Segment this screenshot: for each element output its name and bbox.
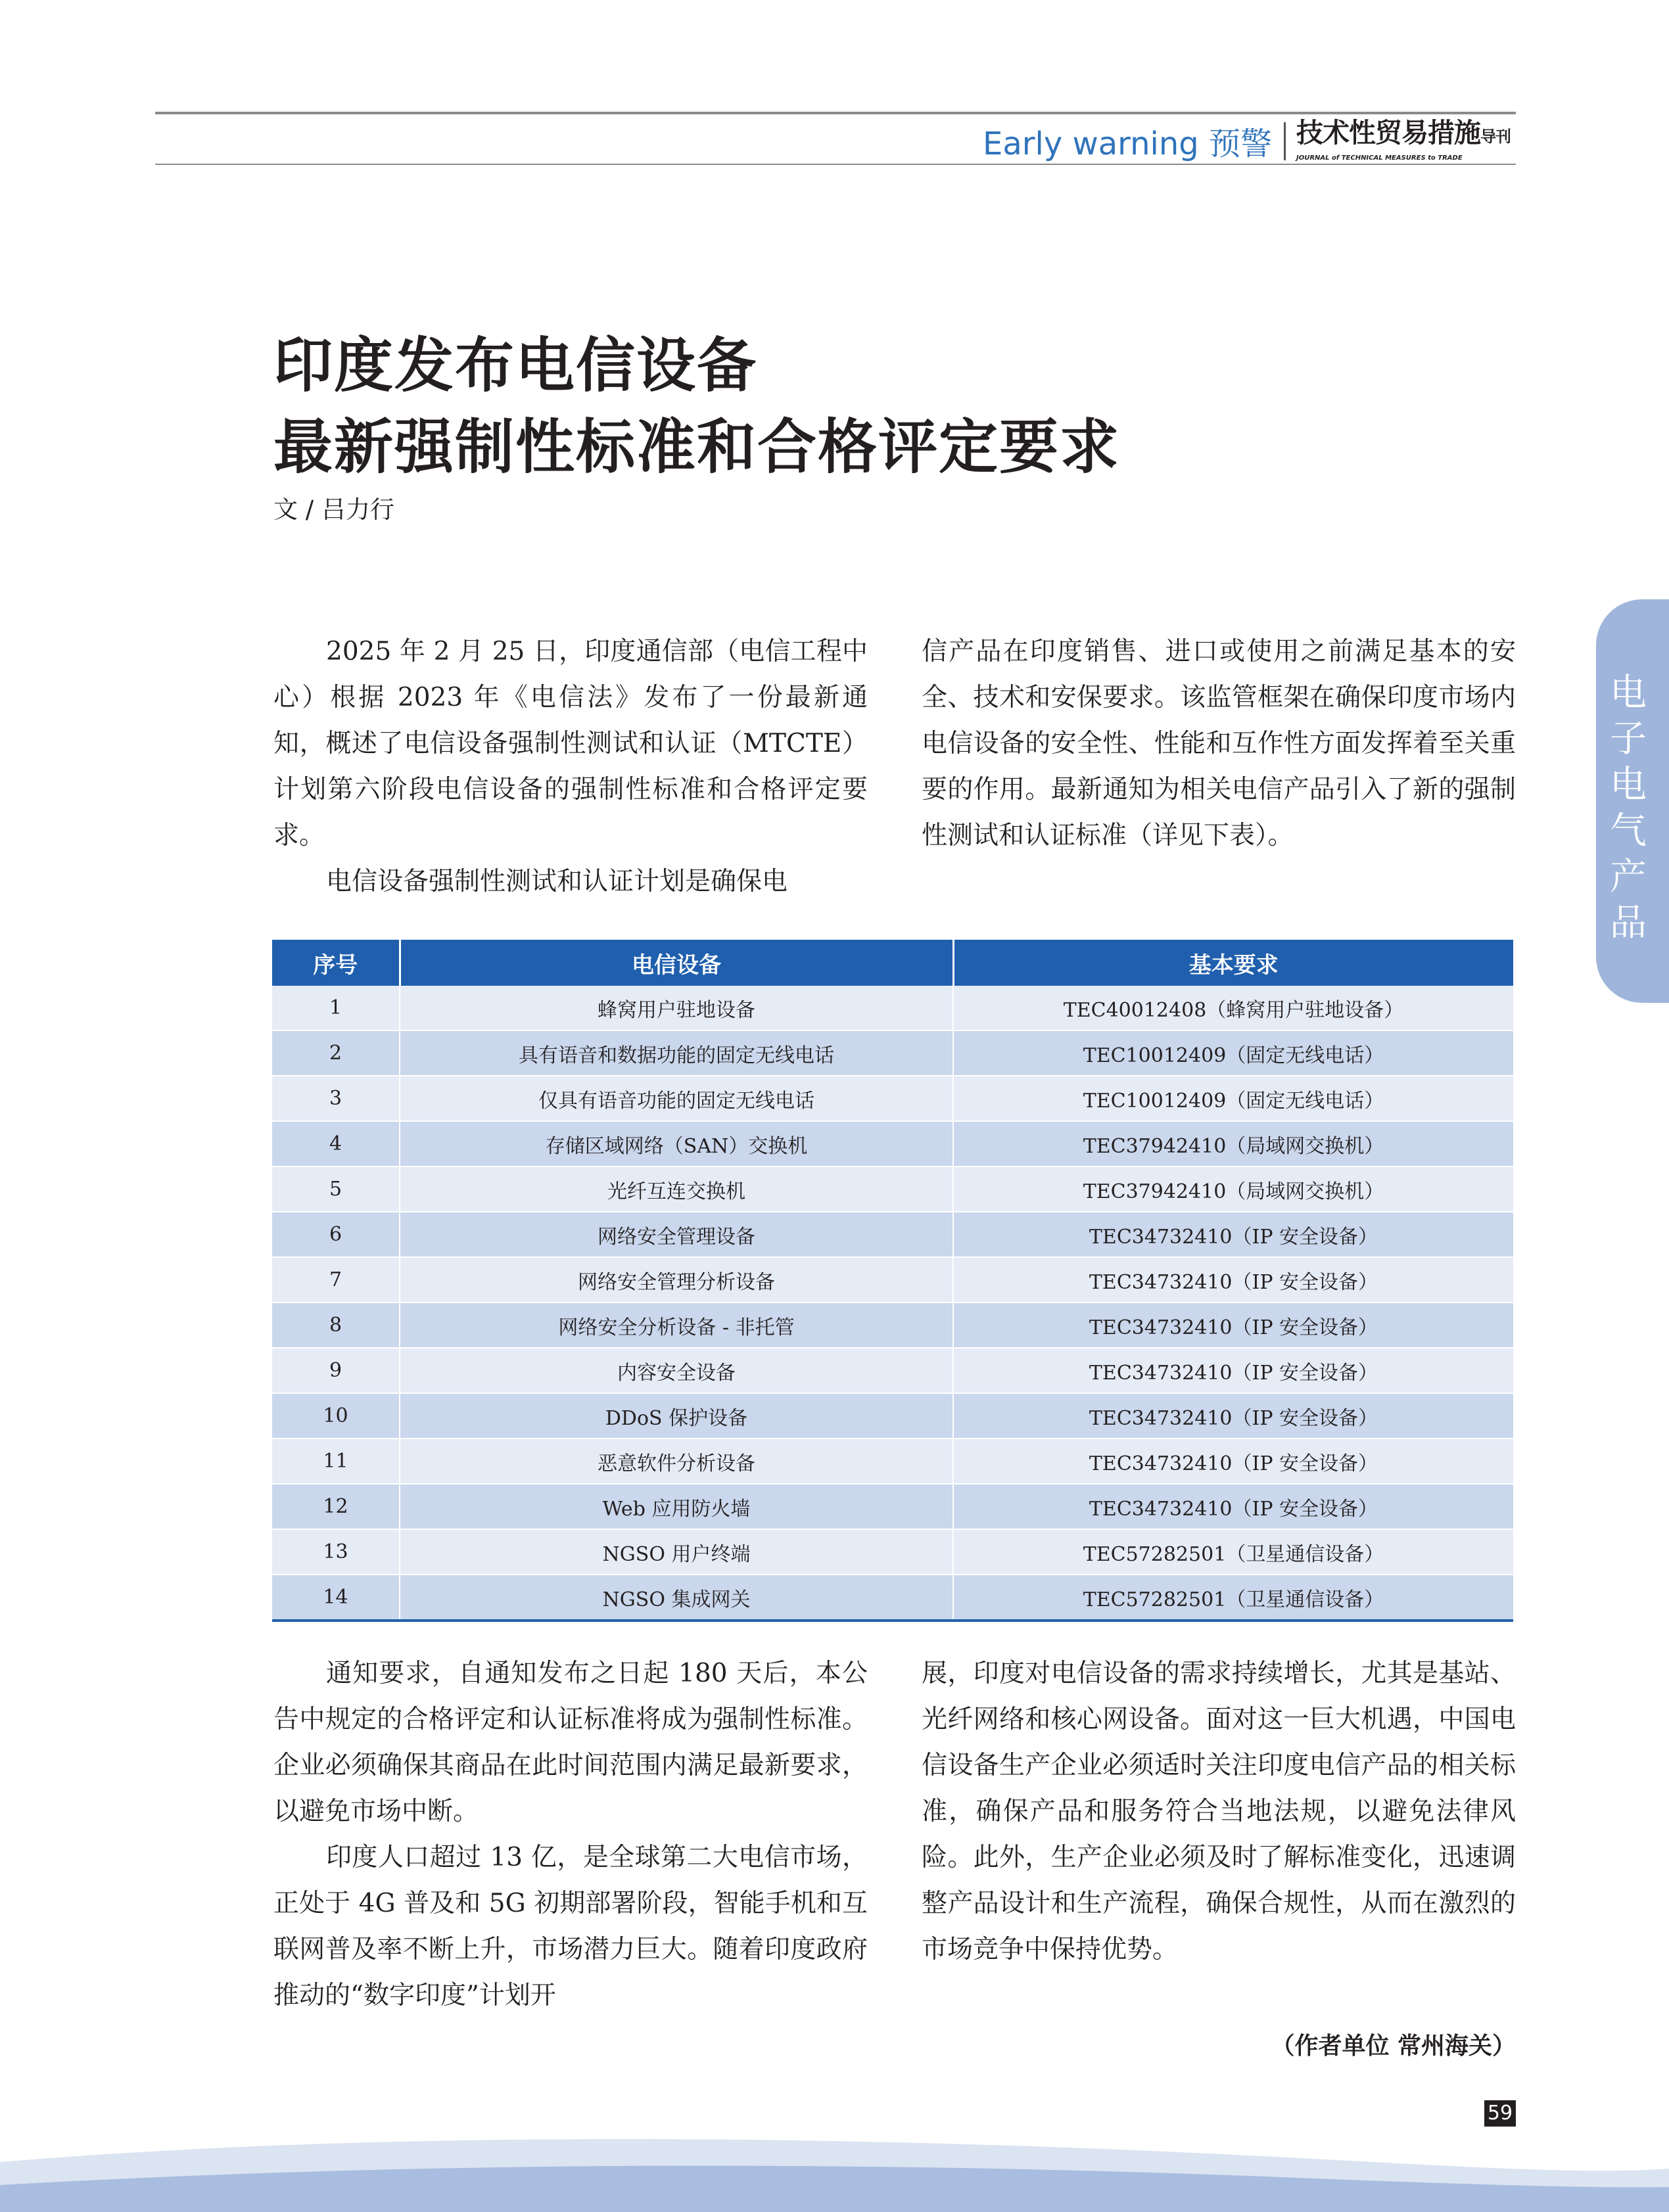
cell-equipment: NGSO 用户终端 xyxy=(400,1529,953,1575)
cell-equipment: DDoS 保护设备 xyxy=(400,1393,953,1439)
paragraph-4-start: 印度人口超过 13 亿，是全球第二大电信市场，正处于 4G 普及和 5G 初期部署阶段，智能手机和互联网普及率不断上升，市场潜力巨大。随着印度政府推动的“数字印度”计划开 xyxy=(273,1843,868,2010)
header-divider xyxy=(1284,122,1286,160)
header-equipment: 电信设备 xyxy=(400,940,953,986)
standards-table xyxy=(272,940,1513,1622)
column-left-top xyxy=(273,629,868,905)
cell-equipment: 蜂窝用户驻地设备 xyxy=(400,986,953,1030)
cell-requirement: TEC57282501（卫星通信设备） xyxy=(953,1575,1513,1621)
header-rule-bottom xyxy=(155,164,1516,165)
cell-requirement: TEC34732410（IP 安全设备） xyxy=(953,1348,1513,1393)
cell-index: 5 xyxy=(272,1166,400,1212)
footer-wave-decoration xyxy=(0,2123,1669,2212)
cell-equipment: 仅具有语音功能的固定无线电话 xyxy=(400,1076,953,1121)
cell-index: 13 xyxy=(272,1529,400,1575)
column-left-bottom xyxy=(273,1651,868,2019)
cell-requirement: TEC40012408（蜂窝用户驻地设备） xyxy=(953,986,1513,1030)
table-row xyxy=(272,1257,1513,1302)
cell-requirement: TEC10012409（固定无线电话） xyxy=(953,1076,1513,1121)
table-row xyxy=(272,1484,1513,1529)
cell-equipment: 具有语音和数据功能的固定无线电话 xyxy=(400,1030,953,1076)
cell-equipment: Web 应用防火墙 xyxy=(400,1484,953,1529)
cell-requirement: TEC37942410（局域网交换机） xyxy=(953,1166,1513,1212)
cell-requirement: TEC34732410（IP 安全设备） xyxy=(953,1393,1513,1439)
cell-requirement: TEC10012409（固定无线电话） xyxy=(953,1030,1513,1076)
cell-equipment: 光纤互连交换机 xyxy=(400,1166,953,1212)
cell-index: 12 xyxy=(272,1484,400,1529)
journal-name-cn: 技术性贸易措施 xyxy=(1296,117,1480,149)
cell-equipment: 内容安全设备 xyxy=(400,1348,953,1393)
section-label-cn: 预警 xyxy=(1208,126,1272,162)
cell-equipment: 网络安全分析设备 - 非托管 xyxy=(400,1302,953,1348)
table-header-row xyxy=(272,940,1513,986)
cell-equipment: NGSO 集成网关 xyxy=(400,1575,953,1621)
cell-index: 3 xyxy=(272,1076,400,1121)
header-requirement: 基本要求 xyxy=(953,940,1513,986)
table-row xyxy=(272,986,1513,1030)
header-rule-top xyxy=(155,112,1516,114)
paragraph-2-cont: 信产品在印度销售、进口或使用之前满足基本的安全、技术和安保要求。该监管框架在确保印度市场内电信设备的安全性、性能和互作性方面发挥着至关重要的作用。最新通知为相关电信产品引入了新的强制性测试和认证标准（详见下表）。 xyxy=(922,637,1516,850)
cell-requirement: TEC37942410（局域网交换机） xyxy=(953,1121,1513,1166)
section-label-en: Early warning xyxy=(983,126,1199,162)
table-row xyxy=(272,1302,1513,1348)
paragraph-2-start: 电信设备强制性测试和认证计划是确保电 xyxy=(326,867,788,896)
header-index: 序号 xyxy=(272,940,400,986)
paragraph-3: 通知要求，自通知发布之日起 180 天后，本公告中规定的合格评定和认证标准将成为强制性标准。企业必须确保其商品在此时间范围内满足最新要求，以避免市场中断。 xyxy=(273,1659,868,1826)
paragraph-4-cont: 展，印度对电信设备的需求持续增长，尤其是基站、光纤网络和核心网设备。面对这一巨大机遇，中国电信设备生产企业必须适时关注印度电信产品的相关标准，确保产品和服务符合当地法规，以避免法律风险。此外，生产企业必须及时了解标准变化，迅速调整产品设计和生产流程，确保合规性，从而在激烈的市场竞争中保持优势。 xyxy=(922,1659,1516,1964)
column-right-bottom xyxy=(922,1651,1516,1973)
cell-index: 1 xyxy=(272,986,400,1030)
author-affiliation: （作者单位 常州海关） xyxy=(1271,2033,1516,2060)
article-title xyxy=(273,325,1259,488)
journal-logo xyxy=(1296,116,1516,163)
table-row xyxy=(272,1166,1513,1212)
cell-index: 11 xyxy=(272,1439,400,1484)
title-line-2: 最新强制性标准和合格评定要求 xyxy=(273,413,1120,482)
cell-index: 2 xyxy=(272,1030,400,1076)
paragraph-1: 2025 年 2 月 25 日，印度通信部（电信工程中心）根据 2023 年《电信法》发布了一份最新通知，概述了电信设备强制性测试和认证（MTCTE）计划第六阶段电信设备的强制性标准和合格评定要求。 xyxy=(273,637,868,850)
cell-index: 9 xyxy=(272,1348,400,1393)
table-row xyxy=(272,1076,1513,1121)
title-line-1: 印度发布电信设备 xyxy=(273,331,757,400)
cell-equipment: 网络安全管理分析设备 xyxy=(400,1257,953,1302)
cell-index: 4 xyxy=(272,1121,400,1166)
byline: 文 / 吕力行 xyxy=(273,495,394,524)
table-row xyxy=(272,1575,1513,1621)
cell-index: 7 xyxy=(272,1257,400,1302)
side-category-label: 电子电气产品 xyxy=(1610,672,1647,944)
table-row xyxy=(272,1121,1513,1166)
journal-name-en: JOURNAL of TECHNICAL MEASURES to TRADE xyxy=(1296,154,1463,162)
cell-index: 8 xyxy=(272,1302,400,1348)
cell-requirement: TEC34732410（IP 安全设备） xyxy=(953,1302,1513,1348)
cell-requirement: TEC34732410（IP 安全设备） xyxy=(953,1257,1513,1302)
table-row xyxy=(272,1529,1513,1575)
cell-requirement: TEC34732410（IP 安全设备） xyxy=(953,1484,1513,1529)
cell-index: 14 xyxy=(272,1575,400,1621)
page-number: 59 xyxy=(1484,2100,1516,2127)
cell-equipment: 恶意软件分析设备 xyxy=(400,1439,953,1484)
cell-index: 10 xyxy=(272,1393,400,1439)
header-section-label xyxy=(789,118,1272,164)
table-row xyxy=(272,1348,1513,1393)
table-row xyxy=(272,1212,1513,1257)
cell-requirement: TEC57282501（卫星通信设备） xyxy=(953,1529,1513,1575)
column-right-top xyxy=(922,629,1516,859)
cell-equipment: 网络安全管理设备 xyxy=(400,1212,953,1257)
cell-requirement: TEC34732410（IP 安全设备） xyxy=(953,1439,1513,1484)
table-row xyxy=(272,1030,1513,1076)
cell-equipment: 存储区域网络（SAN）交换机 xyxy=(400,1121,953,1166)
journal-name-suffix: 导刊 xyxy=(1480,127,1511,146)
table-row xyxy=(272,1393,1513,1439)
cell-index: 6 xyxy=(272,1212,400,1257)
cell-requirement: TEC34732410（IP 安全设备） xyxy=(953,1212,1513,1257)
table-row xyxy=(272,1439,1513,1484)
